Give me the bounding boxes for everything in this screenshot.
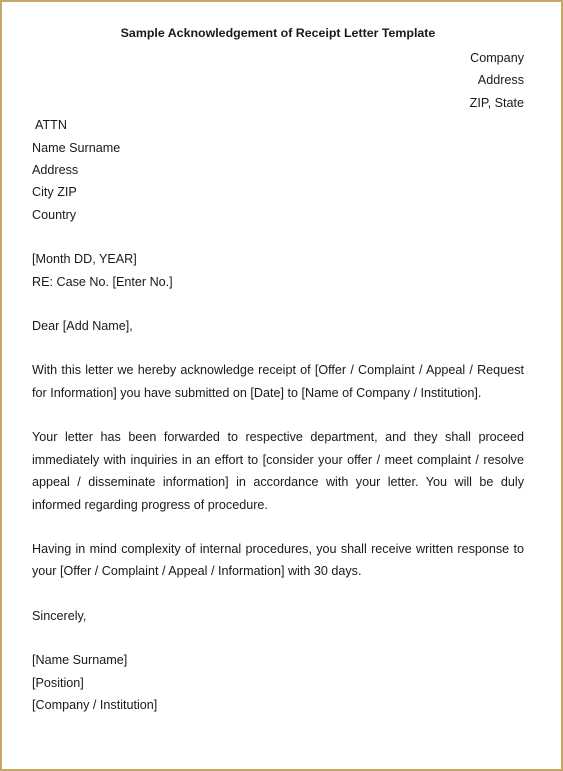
recipient-city-zip: City ZIP — [32, 185, 77, 200]
sender-company: Company — [470, 51, 524, 65]
case-reference: RE: Case No. [Enter No.] — [32, 274, 173, 289]
body-paragraph-2: Your letter has been forwarded to respective department, and they shall proceed immediately with inquiries in an effort to [consider your offer / meet complaint / resolve appeal / disseminate information] in accordance with your letter. You will be duly informed regarding progress of procedure. — [32, 430, 524, 512]
letter-date: [Month DD, YEAR] — [32, 252, 137, 267]
letter-document — [32, 22, 524, 716]
recipient-country: Country — [32, 207, 77, 222]
body-paragraph-3: Having in mind complexity of internal procedures, you shall receive written response to your [Offer / Complaint / Appeal / Information] with 30 days. — [32, 541, 524, 579]
sender-address: Address — [477, 73, 524, 88]
closing: Sincerely, — [32, 608, 87, 623]
recipient-block — [32, 114, 524, 226]
salutation: Dear [Add Name], — [32, 319, 133, 334]
sender-zip-state: ZIP, State — [469, 95, 524, 110]
signature-block — [32, 649, 524, 716]
body-paragraph-1: With this letter we hereby acknowledge receipt of [Offer / Complaint / Appeal / Request for Information] you have submitted on [Date] to [Name of Company / Institution]. — [32, 363, 524, 400]
recipient-attn: ATTN — [35, 118, 67, 133]
signature-organization: [Company / Institution] — [32, 697, 158, 712]
signature-name: [Name Surname] — [32, 653, 128, 668]
signature-position: [Position] — [32, 675, 84, 690]
document-title: Sample Acknowledgement of Receipt Letter Template — [120, 26, 436, 40]
recipient-name: Name Surname — [32, 140, 121, 155]
date-reference-block — [32, 248, 524, 293]
sender-block — [32, 47, 524, 114]
recipient-address: Address — [32, 163, 79, 178]
